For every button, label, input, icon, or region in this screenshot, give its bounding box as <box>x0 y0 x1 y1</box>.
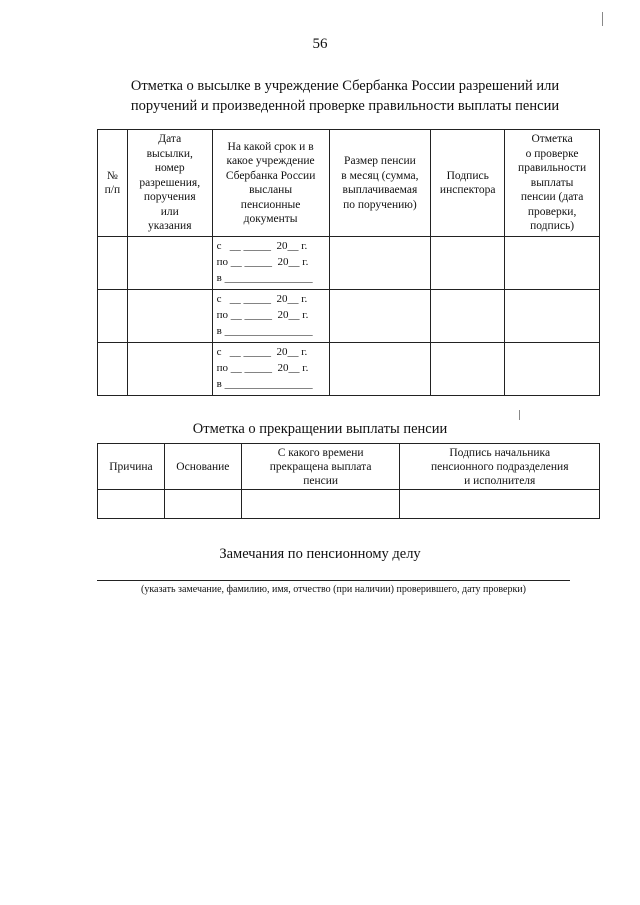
table-row <box>98 343 600 396</box>
period-institution: в ________________ <box>216 378 313 390</box>
period-institution: в ________________ <box>216 272 313 284</box>
section2-title: Отметка о прекращении выплаты пенсии <box>192 421 448 437</box>
section1-title-line2: поручений и произведенной проверке правильности выплаты пенсии <box>130 98 560 114</box>
table-row <box>98 290 600 343</box>
header-check-mark: Отметка о проверке правильности выплаты пенсии (дата проверки, подпись) <box>505 130 600 237</box>
header-basis: Основание <box>164 444 241 490</box>
cell-inspector-signature <box>431 290 505 343</box>
cell-dispatch-date <box>127 343 212 396</box>
period-to: по __ _____ 20__ г. <box>216 309 309 321</box>
cell-number <box>98 290 128 343</box>
period-institution: в ________________ <box>216 325 313 337</box>
cell-number <box>98 343 128 396</box>
cell-check-mark <box>505 290 600 343</box>
period-from: с __ _____ 20__ г. <box>216 346 308 358</box>
section3-title: Замечания по пенсионному делу <box>219 546 421 562</box>
cell-reason <box>98 490 165 519</box>
section1-title <box>110 76 580 116</box>
cell-period <box>212 290 329 343</box>
header-termination-date: С какого времени прекращена выплата пенсии <box>241 444 400 490</box>
cell-inspector-signature <box>431 237 505 290</box>
table-row <box>98 490 600 519</box>
header-number: № п/п <box>98 130 128 237</box>
cell-head-signature <box>400 490 600 519</box>
dispatch-table <box>97 129 600 396</box>
cell-period <box>212 343 329 396</box>
page-number: 56 <box>312 36 328 52</box>
period-to: по __ _____ 20__ г. <box>216 256 309 268</box>
cell-pension-amount <box>329 343 431 396</box>
cell-check-mark <box>505 343 600 396</box>
scan-mark <box>519 410 520 420</box>
cell-dispatch-date <box>127 290 212 343</box>
cell-check-mark <box>505 237 600 290</box>
remarks-line <box>97 580 570 581</box>
section1-title-line1: Отметка о высылке в учреждение Сбербанка России разрешений или <box>130 78 560 94</box>
header-term-institution: На какой срок и в какое учреждение Сбербанка России высланы пенсионные документы <box>212 130 329 237</box>
cell-dispatch-date <box>127 237 212 290</box>
cell-termination-date <box>241 490 400 519</box>
cell-basis <box>164 490 241 519</box>
header-pension-amount: Размер пенсии в месяц (сумма, выплачиваемая по поручению) <box>329 130 431 237</box>
cell-pension-amount <box>329 237 431 290</box>
period-from: с __ _____ 20__ г. <box>216 240 308 252</box>
cell-pension-amount <box>329 290 431 343</box>
termination-table <box>97 443 600 519</box>
period-to: по __ _____ 20__ г. <box>216 362 309 374</box>
cell-number <box>98 237 128 290</box>
cell-period <box>212 237 329 290</box>
header-dispatch-date: Дата высылки, номер разрешения, поручения или указания <box>127 130 212 237</box>
termination-table-header-row <box>98 444 600 490</box>
remarks-hint: (указать замечание, фамилию, имя, отчество (при наличии) проверившего, дату проверки) <box>141 584 526 595</box>
table-row <box>98 237 600 290</box>
header-head-signature: Подпись начальника пенсионного подразделения и исполнителя <box>400 444 600 490</box>
scan-mark <box>602 12 603 26</box>
period-from: с __ _____ 20__ г. <box>216 293 308 305</box>
header-inspector-signature: Подпись инспектора <box>431 130 505 237</box>
dispatch-table-header-row <box>98 130 600 237</box>
header-reason: Причина <box>98 444 165 490</box>
cell-inspector-signature <box>431 343 505 396</box>
